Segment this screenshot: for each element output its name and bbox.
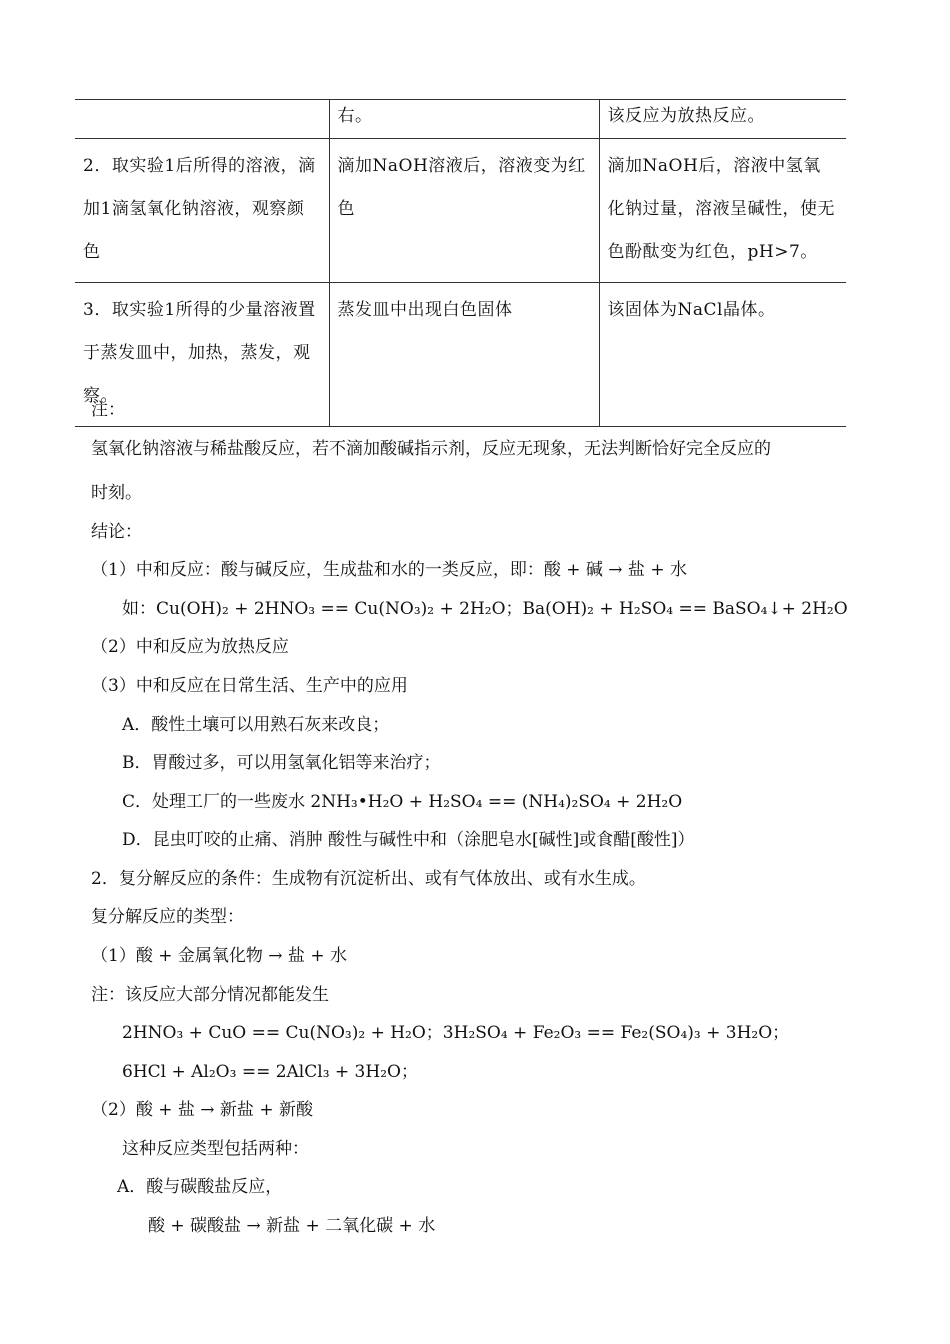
type-2-a: A．酸与碳酸盐反应， <box>117 1177 283 1197</box>
type-1-equation-1: 2HNO₃ + CuO == Cu(NO₃)₂ + H₂O；3H₂SO₄ + Fe₂O₃ == Fe₂(SO₄)₃ + 3H₂O； <box>122 1023 790 1043</box>
application-a: A．酸性土壤可以用熟石灰来改良； <box>122 715 390 735</box>
conclusion-1-equation: 如：Cu(OH)₂ + 2HNO₃ == Cu(NO₃)₂ + 2H₂O；Ba(OH)₂ + H₂SO₄ == BaSO₄↓+ 2H₂O <box>122 599 848 619</box>
table-row <box>75 100 846 139</box>
type-2: （2）酸 + 盐 → 新盐 + 新酸 <box>91 1100 313 1120</box>
table-cell-phenomenon: 右。 <box>329 100 599 139</box>
note-label: 注： <box>91 400 125 420</box>
reaction-types-heading: 复分解反应的类型： <box>91 907 244 927</box>
conclusion-heading: 结论： <box>91 522 142 542</box>
table-cell-phenomenon: 滴加NaOH溶液后，溶液变为红色 <box>329 139 599 283</box>
table-row <box>75 139 846 283</box>
note-line-2: 时刻。 <box>91 483 142 503</box>
type-2-subheading: 这种反应类型包括两种： <box>122 1139 309 1159</box>
table-cell-explanation: 该反应为放热反应。 <box>599 100 846 139</box>
table-cell-step <box>75 100 329 139</box>
type-2-a-equation: 酸 + 碳酸盐 → 新盐 + 二氧化碳 + 水 <box>148 1216 436 1236</box>
type-1-equation-2: 6HCl + Al₂O₃ == 2AlCl₃ + 3H₂O； <box>122 1062 418 1082</box>
conclusion-3: （3）中和反应在日常生活、生产中的应用 <box>91 676 408 696</box>
note-line-1: 氢氧化钠溶液与稀盐酸反应，若不滴加酸碱指示剂，反应无现象，无法判断恰好完全反应的 <box>91 439 771 459</box>
conclusion-1: （1）中和反应：酸与碱反应，生成盐和水的一类反应，即：酸 + 碱 → 盐 + 水 <box>91 560 687 580</box>
application-c: C．处理工厂的一些废水 2NH₃•H₂O + H₂SO₄ == (NH₄)₂SO₄ + 2H₂O <box>122 792 683 812</box>
application-d: D．昆虫叮咬的止痛、消肿 酸性与碱性中和（涂肥皂水[碱性]或食醋[酸性]） <box>122 830 695 850</box>
table-cell-phenomenon: 蒸发皿中出现白色固体 <box>329 283 599 427</box>
table-row <box>75 283 846 427</box>
table-cell-step: 2．取实验1后所得的溶液，滴加1滴氢氧化钠溶液，观察颜色 <box>75 139 329 283</box>
experiment-table <box>75 99 846 427</box>
section-2-heading: 2．复分解反应的条件：生成物有沉淀析出、或有气体放出、或有水生成。 <box>91 869 646 889</box>
type-1-note: 注：该反应大部分情况都能发生 <box>91 985 329 1005</box>
conclusion-2: （2）中和反应为放热反应 <box>91 637 289 657</box>
table-cell-step: 3．取实验1所得的少量溶液置于蒸发皿中，加热，蒸发，观察。 <box>75 283 329 427</box>
table-cell-explanation: 滴加NaOH后，溶液中氢氧化钠过量，溶液呈碱性，使无色酚酞变为红色，pH>7。 <box>599 139 846 283</box>
table-cell-explanation: 该固体为NaCl晶体。 <box>599 283 846 427</box>
application-b: B．胃酸过多，可以用氢氧化铝等来治疗； <box>122 753 441 773</box>
type-1: （1）酸 + 金属氧化物 → 盐 + 水 <box>91 946 347 966</box>
